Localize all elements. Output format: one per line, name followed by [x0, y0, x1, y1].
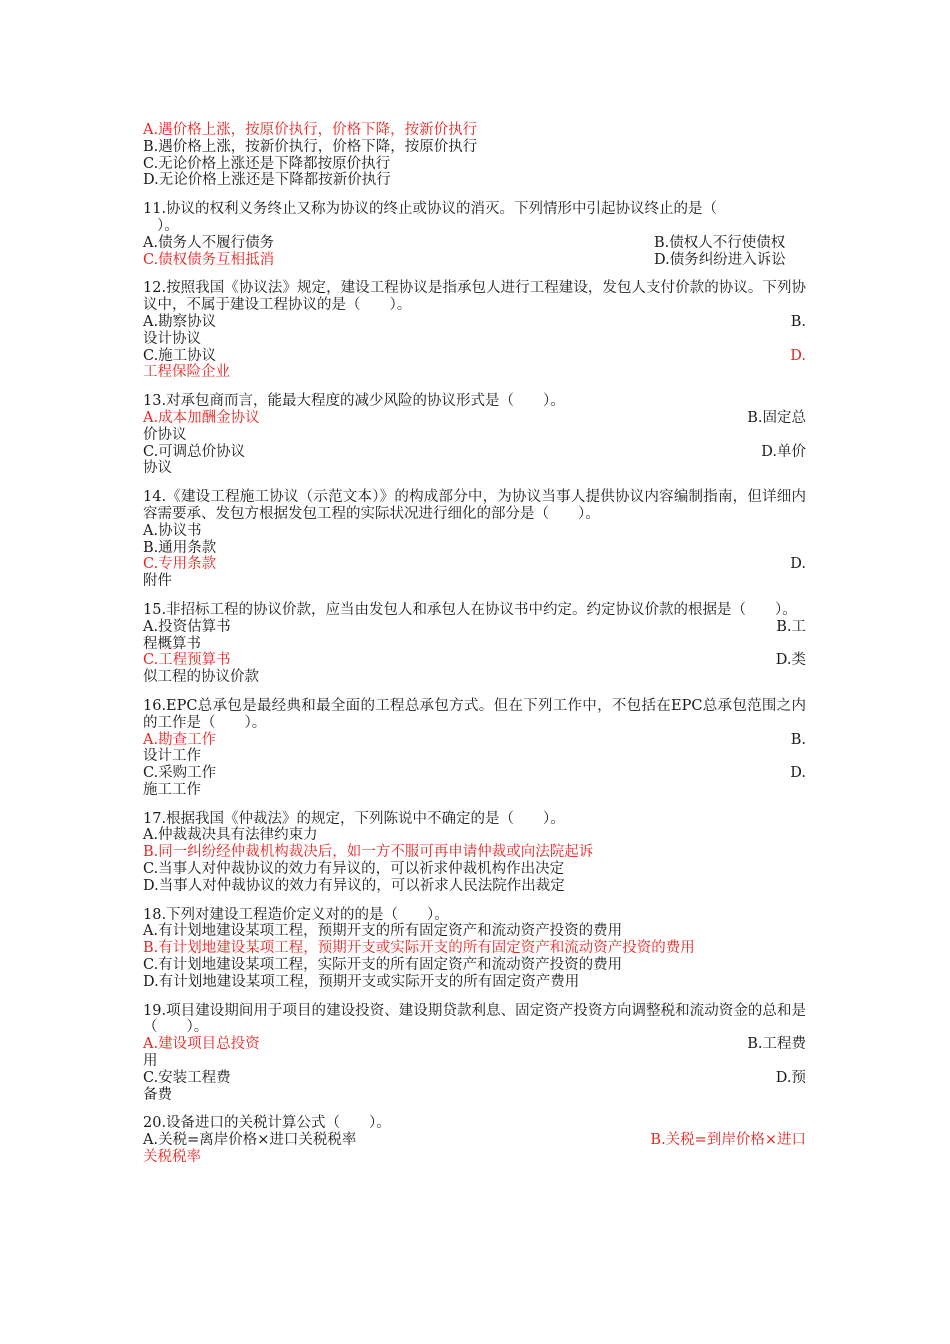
q17-option-d: D.当事人对仲裁协议的效力有异议的，可以祈求人民法院作出裁定 — [143, 877, 565, 894]
q16-option-d-head: D. — [790, 765, 806, 782]
q16-option-d-tail: 施工工作 — [143, 781, 201, 798]
q12-option-c: C.施工协议 — [143, 347, 217, 364]
q12-option-a: A.勘察协议 — [143, 313, 217, 330]
exam-page — [143, 122, 806, 1166]
q11-stem: 11.协议的权利义务终止又称为协议的终止或协议的消灭。下列情形中引起协议终止的是（ — [143, 201, 718, 218]
q20-option-b-head: B.关税=到岸价格×进口 — [650, 1132, 806, 1149]
q19-option-d-tail: 备费 — [143, 1086, 172, 1103]
q15-option-a: A.投资估算书 — [143, 618, 231, 635]
q11-option-d: D.债务纠纷进入诉讼 — [654, 251, 786, 268]
q19-option-b-tail: 用 — [143, 1053, 158, 1070]
question-10-options — [143, 122, 806, 189]
question-11 — [143, 201, 806, 268]
q14-option-a: A.协议书 — [143, 522, 202, 539]
q10-option-a: A.遇价格上涨，按原价执行，价格下降，按新价执行 — [143, 122, 478, 138]
q13-option-b-head: B.固定总 — [747, 409, 806, 426]
q13-option-b-tail: 价协议 — [143, 426, 187, 443]
q20-option-a: A.关税=离岸价格×进口关税税率 — [143, 1132, 357, 1149]
q15-stem: 15.非招标工程的协议价款，应当由发包人和承包人在协议书中约定。约定协议价款的根据是（ ）。 — [143, 601, 797, 618]
q10-option-d: D.无论价格上涨还是下降都按新价执行 — [143, 172, 391, 189]
question-13 — [143, 393, 806, 477]
q14-option-d-head: D. — [790, 556, 806, 573]
q13-option-d-head: D.单价 — [761, 443, 806, 460]
q15-option-d-tail: 似工程的协议价款 — [143, 669, 259, 686]
q17-option-b: B.同一纠纷经仲裁机构裁决后，如一方不服可再申请仲裁或向法院起诉 — [143, 844, 594, 861]
q16-stem: 16.EPC总承包是最经典和最全面的工程总承包方式。但在下列工作中，不包括在EPC总承包范围之内的工作是（ ）。 — [143, 697, 806, 731]
q15-option-b-head: B.工 — [776, 618, 806, 635]
q19-option-c: C.安装工程费 — [143, 1069, 231, 1086]
q12-option-d-tail: 工程保险企业 — [143, 364, 230, 381]
question-20 — [143, 1115, 806, 1165]
q20-stem: 20.设备进口的关税计算公式（ ）。 — [143, 1115, 391, 1132]
q18-option-c: C.有计划地建设某项工程，实际开支的所有固定资产和流动资产投资的费用 — [143, 957, 623, 974]
q13-option-c: C.可调总价协议 — [143, 443, 246, 460]
q11-option-a: A.债务人不履行债务 — [143, 234, 275, 251]
q16-option-b-tail: 设计工作 — [143, 748, 201, 765]
question-18 — [143, 907, 806, 991]
q14-option-d-tail: 附件 — [143, 573, 172, 590]
q16-option-b-head: B. — [790, 731, 806, 748]
q15-option-b-tail: 程概算书 — [143, 635, 201, 652]
question-14 — [143, 489, 806, 590]
q13-stem: 13.对承包商而言，能最大程度的减少风险的协议形式是（ ）。 — [143, 393, 565, 410]
question-19 — [143, 1003, 806, 1104]
q12-option-d-head: D. — [790, 347, 806, 364]
q19-stem: 19.项目建设期间用于项目的建设投资、建设期贷款利息、固定资产投资方向调整税和流动资金的总和是（ ）。 — [143, 1002, 806, 1036]
q11-stem-end: ）。 — [157, 217, 179, 234]
q19-option-a: A.建设项目总投资 — [143, 1036, 260, 1053]
q12-stem: 12.按照我国《协议法》规定，建设工程协议是指承包人进行工程建设，发包人支付价款的协议。下列协议中，不属于建设工程协议的是（ ）。 — [143, 280, 806, 314]
q17-option-a: A.仲裁裁决具有法律约束力 — [143, 827, 318, 844]
q12-option-b-head: B. — [790, 313, 806, 330]
q15-option-d-head: D.类 — [775, 652, 806, 669]
question-12 — [143, 280, 806, 381]
q19-option-b-head: B.工程费 — [747, 1036, 806, 1053]
q17-option-c: C.当事人对仲裁协议的效力有异议的，可以祈求仲裁机构作出决定 — [143, 861, 565, 878]
q19-option-d-head: D.预 — [775, 1069, 806, 1086]
q18-option-b: B.有计划地建设某项工程，预期开支或实际开支的所有固定资产和流动资产投资的费用 — [143, 940, 695, 957]
q16-option-a: A.勘查工作 — [143, 731, 217, 748]
q16-option-c: C.采购工作 — [143, 765, 217, 782]
q12-option-b-tail: 设计协议 — [143, 330, 201, 347]
q18-option-a: A.有计划地建设某项工程，预期开支的所有固定资产和流动资产投资的费用 — [143, 923, 623, 940]
q14-stem: 14.《建设工程施工协议（示范文本）》的构成部分中，为协议当事人提供协议内容编制指南，但详细内容需要承、发包方根据发包工程的实际状况进行细化的部分是（ ）。 — [143, 489, 806, 522]
q15-option-c: C.工程预算书 — [143, 652, 231, 669]
question-16 — [143, 698, 806, 799]
question-15 — [143, 602, 806, 686]
q13-option-d-tail: 协议 — [143, 460, 172, 477]
q18-stem: 18.下列对建设工程造价定义对的的是（ ）。 — [143, 906, 449, 923]
q14-option-c: C.专用条款 — [143, 556, 217, 573]
question-17 — [143, 811, 806, 895]
q20-option-b-tail: 关税税率 — [143, 1149, 201, 1166]
q10-option-b: B.遇价格上涨，按新价执行，价格下降，按原价执行 — [143, 138, 478, 155]
q14-option-b: B.通用条款 — [143, 539, 217, 556]
q10-option-c: C.无论价格上涨还是下降都按原价执行 — [143, 155, 391, 172]
q13-option-a: A.成本加酬金协议 — [143, 409, 260, 426]
q18-option-d: D.有计划地建设某项工程，预期开支或实际开支的所有固定资产费用 — [143, 973, 580, 990]
q11-option-b: B.债权人不行使债权 — [654, 234, 786, 251]
q11-option-c: C.债权债务互相抵消 — [143, 251, 275, 268]
q17-stem: 17.根据我国《仲裁法》的规定，下列陈说中不确定的是（ ）。 — [143, 810, 565, 827]
